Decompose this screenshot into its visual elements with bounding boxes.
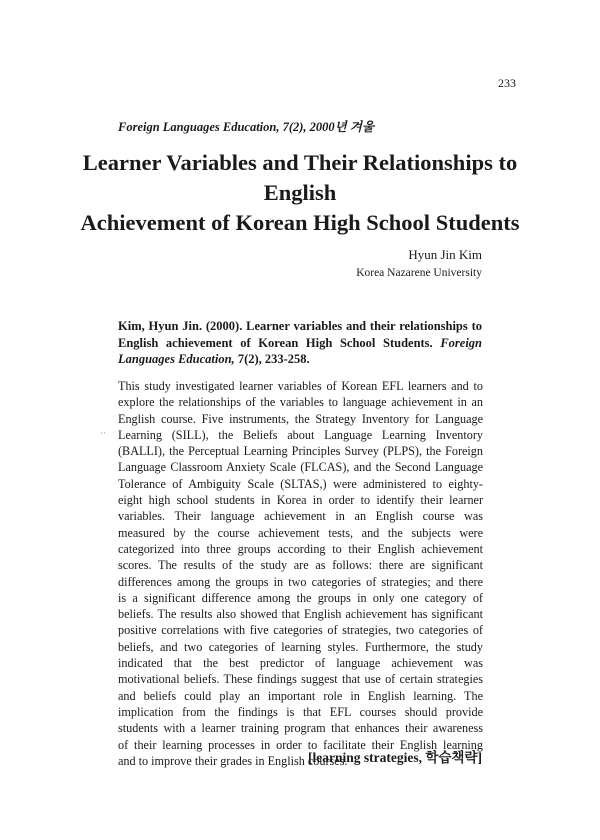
title-line: Achievement of Korean High School Students (80, 210, 520, 235)
abstract (118, 378, 483, 769)
page-number: 233 (498, 76, 516, 90)
abstract-line: explore the relationships of the variables to language achievement in an (118, 395, 483, 410)
citation-journal: Foreign Languages Education, (118, 335, 482, 366)
abstract-line: beliefs, and two categories of learning styles. Furthermore, the study (118, 639, 483, 654)
abstract-line: Language Classroom Anxiety Scale (FLCAS), and the Second Language (118, 460, 483, 475)
margin-mark: ·· (100, 428, 106, 438)
citation (118, 318, 482, 368)
journal-header: Foreign Languages Education, 7(2), 2000년 겨울 (118, 120, 375, 134)
abstract-line: measured by the course achievement tests, and the subjects were (118, 525, 483, 540)
abstract-line: scores. The results of the study are as follows: there are significant (118, 558, 483, 573)
abstract-line: English course. Five instruments, the Strategy Inventory for Language (118, 411, 483, 426)
author-name: Hyun Jin Kim (408, 247, 482, 262)
abstract-line: beliefs. The results also showed that English achievement has significant (118, 607, 483, 622)
abstract-line: students with a learner training program that enhances their awareness (118, 721, 483, 736)
abstract-line: Tolerance of Ambiguity Scale (SLTAS,) were administered to eighty- (118, 476, 483, 491)
abstract-line: Learning (SILL), the Beliefs about Language Learning Inventory (118, 427, 483, 442)
abstract-line: positive correlations with five categories of strategies, two categories of (118, 623, 483, 638)
abstract-line: differences among the groups in two categories of strategies; and there (118, 574, 483, 589)
abstract-line: and to improve their grades in English courses. (118, 753, 348, 768)
author-block (356, 245, 482, 282)
abstract-line: indicated that the best predictor of language achievement was (118, 656, 483, 671)
abstract-line: of their learning processes in order to facilitate their English learning (118, 737, 483, 752)
title-line: Learner Variables and Their Relationships to English (82, 150, 518, 205)
paper-title (60, 148, 540, 238)
abstract-line: (BALLI), the Perceptual Learning Principles Survey (PLPS), the Foreign (118, 444, 483, 459)
abstract-line: variables. Their language achievement in an English course was (118, 509, 483, 524)
abstract-line: is a significant difference among the groups in only one category of (118, 590, 483, 605)
citation-main: Kim, Hyun Jin. (2000). Learner variables and their relationships to English achievement of Korean High School Students. (118, 319, 482, 350)
abstract-line: motivational beliefs. These findings suggest that use of certain strategies (118, 672, 483, 687)
citation-tail: 7(2), 233-258. (234, 352, 310, 366)
abstract-line: and beliefs could play an important role in English learning. The (118, 688, 483, 703)
abstract-line: eight high school students in Korea in order to identify their learner (118, 493, 483, 508)
abstract-line: This study investigated learner variables of Korean EFL learners and to (118, 379, 483, 393)
keywords: [learning strategies, 학습책략] (307, 750, 482, 765)
abstract-line: implication from the findings is that EFL courses should provide (118, 704, 483, 719)
abstract-line: categorized into three groups according to their English achievement (118, 541, 483, 556)
author-affiliation: Korea Nazarene University (356, 267, 482, 279)
